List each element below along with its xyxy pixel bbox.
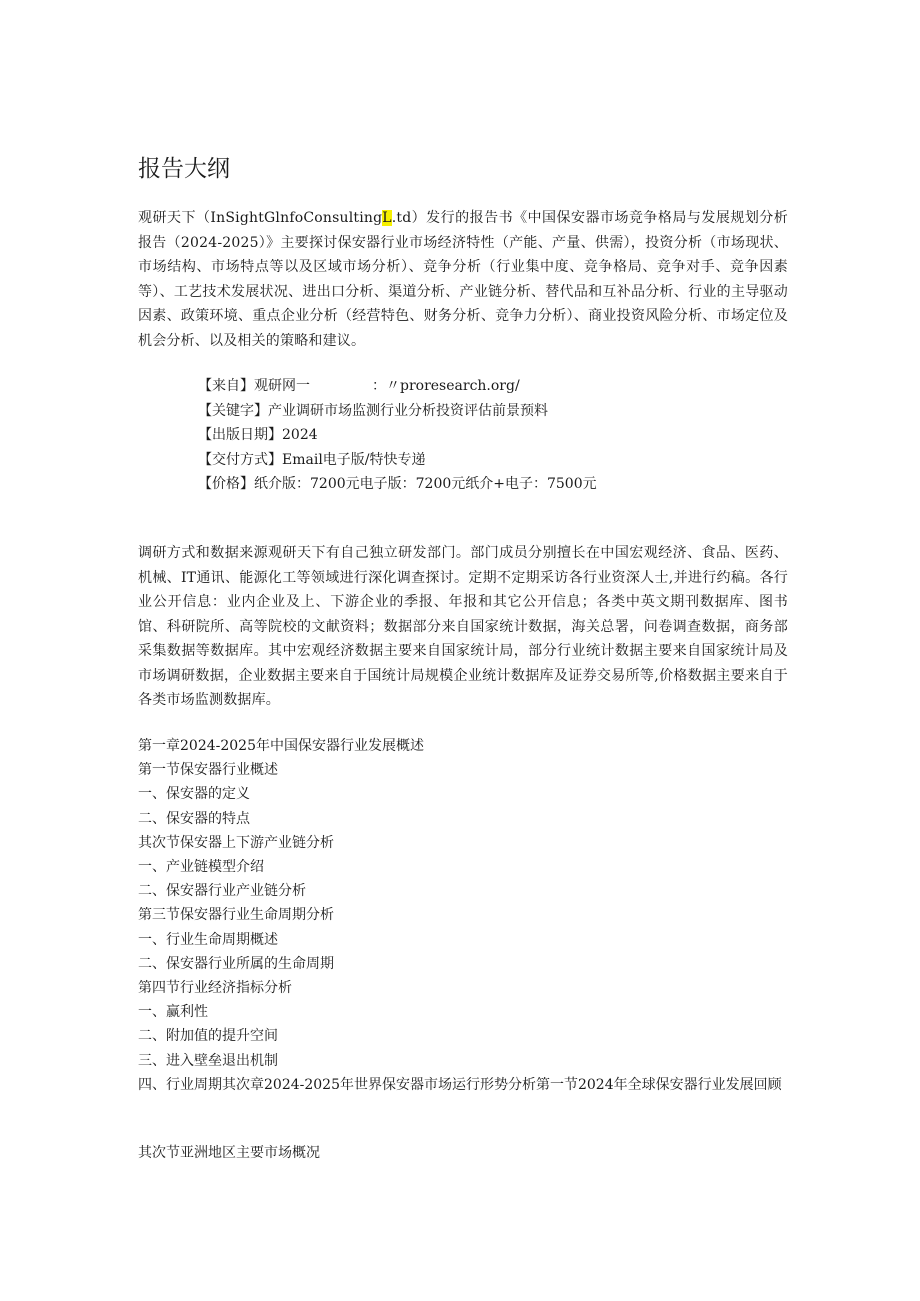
toc-item: 三、进入壁垒退出机制 xyxy=(138,1052,278,1069)
toc-item: 第一章2024-2025年中国保安器行业发展概述 xyxy=(138,738,424,754)
meta-delivery: 【交付方式】Email电子版/特快专递 xyxy=(198,451,426,468)
meta-date: 【出版日期】2024 xyxy=(198,427,318,443)
report-meta xyxy=(198,374,597,497)
meta-source-url: ：〃proresearch.org/ xyxy=(372,378,520,394)
toc-item: 二、保安器行业所属的生命周期 xyxy=(138,955,334,972)
intro-text-rest: .td）发行的报告书《中国保安器市场竞争格局与发展规划分析报告（2024-2025）》主要探讨保安器行业市场经济特性（产能、产量、供需），投资分析（市场现状、市场结构、市场特点等以及区域市场分析）、竞争分析（行业集中度、竞争格局、竞争对手、竞争因素等）、工艺技术发展状况、进出口分析、渠道分析、产业链分析、替代品和互补品分析、行业的主导驱动因素、政策环境、重点企业分析（经营特色、财务分析、竞争力分析）、商业投资风险分析、市场定位及机会分析、以及相关的策略和建议。 xyxy=(138,210,788,349)
intro-text-start: 观研天下（InSightGlnfoConsulting xyxy=(138,210,383,226)
highlighted-text: L xyxy=(382,210,392,226)
meta-source xyxy=(198,374,597,399)
meta-source-label: 【来自】观研网一 xyxy=(198,378,310,394)
toc-item-asia: 其次节亚洲地区主要市场概况 xyxy=(138,1145,320,1161)
intro-paragraph xyxy=(138,206,788,353)
toc-item: 其次节保安器上下游产业链分析 xyxy=(138,834,334,851)
toc-item: 第三节保安器行业生命周期分析 xyxy=(138,907,334,924)
meta-keywords: 【关键字】产业调研市场监测行业分析投资评估前景预料 xyxy=(198,402,548,419)
toc-item: 一、赢利性 xyxy=(138,1004,208,1021)
toc-item: 第一节保安器行业概述 xyxy=(138,762,278,779)
toc-item: 二、附加值的提升空间 xyxy=(138,1028,278,1045)
toc-item: 二、保安器的特点 xyxy=(138,810,250,827)
toc-item: 一、保安器的定义 xyxy=(138,786,250,803)
toc-item: 四、行业周期其次章2024-2025年世界保安器市场运行形势分析第一节2024年全球保安器行业发展回顾 xyxy=(138,1076,782,1093)
meta-price: 【价格】纸介版：7200元电子版：7200元纸介+电子：7500元 xyxy=(198,476,597,492)
method-paragraph: 调研方式和数据来源观研天下有自己独立研发部门。部门成员分别擅长在中国宏观经济、食品、医药、机械、IT通讯、能源化工等领域进行深化调查探讨。定期不定期采访各行业资深人士,并进行约稿。各行业公开信息：业内企业及上、下游企业的季报、年报和其它公开信息；各类中英文期刊数据库、图书馆、科研院所、高等院校的文献资料；数据部分来自国家统计数据，海关总署，问卷调查数据，商务部采集数据等数据库。其中宏观经济数据主要来自国家统计局，部分行业统计数据主要来自国家统计局及市场调研数据，企业数据主要来自于国统计局规模企业统计数据库及证券交易所等,价格数据主要来自于各类市场监测数据库。 xyxy=(138,545,788,708)
toc-item: 第四节行业经济指标分析 xyxy=(138,980,292,997)
toc-item: 二、保安器行业产业链分析 xyxy=(138,883,306,900)
table-of-contents xyxy=(138,734,788,1097)
toc-item: 一、行业生命周期概述 xyxy=(138,931,278,948)
page-title: 报告大纲 xyxy=(138,156,230,182)
toc-item: 一、产业链模型介绍 xyxy=(138,859,264,876)
